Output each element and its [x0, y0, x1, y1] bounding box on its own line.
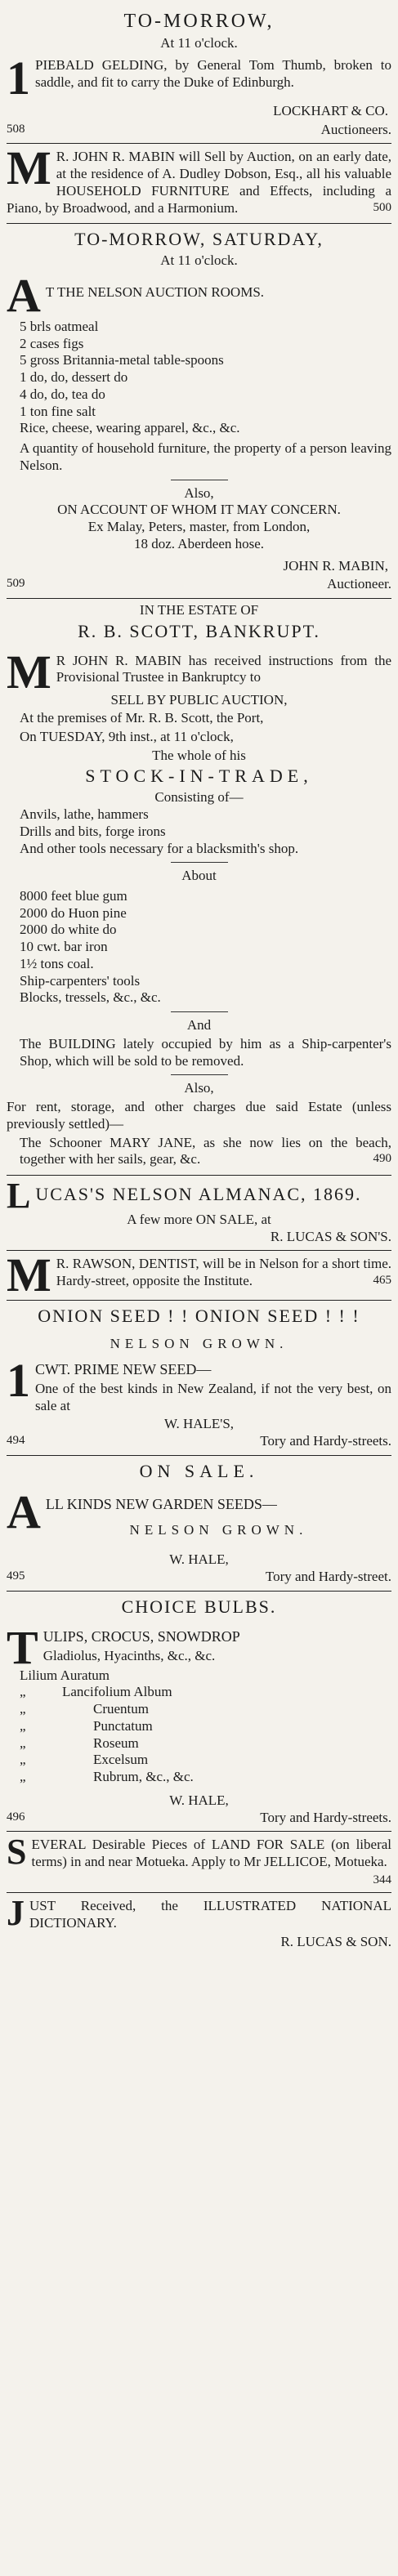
ad-piebald-gelding — [7, 5, 391, 144]
tools-line: And other tools necessary for a blacksmith's shop. — [20, 840, 299, 856]
drop-cap: A — [7, 268, 41, 322]
ditto-mark: „ — [20, 1752, 26, 1768]
list-item: Blocks, tressels, &c., &c. — [20, 989, 161, 1006]
ad-code: 495 — [7, 1569, 25, 1583]
also-label: Also, — [184, 1080, 214, 1096]
ad-land-for-sale — [7, 1832, 391, 1893]
ad-onion-seed — [7, 1301, 391, 1455]
furniture-note: A quantity of household furniture, the property of a person leaving Nelson. — [20, 440, 391, 473]
list-item: 4 do, do, tea do — [20, 386, 105, 402]
newspaper-column — [7, 0, 391, 1955]
hose-line: 18 doz. Aberdeen hose. — [133, 535, 265, 551]
drop-cap: 1 — [7, 1354, 30, 1408]
date-line: On TUESDAY, 9th inst., at 11 o'clock, — [20, 729, 234, 745]
ad-title: TO-MORROW, — [123, 11, 275, 32]
seller-firm: W. HALE'S, — [163, 1416, 235, 1432]
list-item: Lancifolium Album — [62, 1684, 172, 1700]
tools-line: Anvils, lathe, hammers — [20, 806, 149, 823]
ad-lead: LL KINDS NEW GARDEN SEEDS— — [45, 1495, 277, 1512]
ditto-mark: „ — [20, 1769, 26, 1785]
stock-heading: STOCK-IN-TRADE, — [85, 766, 313, 787]
ad-line: A few more ON SALE, at — [127, 1212, 271, 1227]
ad-code: 508 — [7, 122, 25, 136]
list-item: Punctatum — [93, 1717, 153, 1734]
auctioneer-firm: LOCKHART & CO. — [273, 103, 388, 118]
ad-subtitle: NELSON GROWN. — [129, 1521, 308, 1538]
drop-cap: A — [7, 1484, 41, 1538]
list-item: 10 cwt. bar iron — [20, 939, 108, 955]
seller-firm: R. LUCAS & SON'S. — [270, 1228, 391, 1244]
list-item: 1½ tons coal. — [20, 955, 94, 971]
and-label: And — [186, 1017, 212, 1034]
tools-line: Drills and bits, forge irons — [20, 823, 166, 839]
ad-lead: ULIPS, CROCUS, SNOWDROP — [42, 1627, 240, 1645]
ad-text: EVERAL Desirable Pieces of LAND FOR SALE (on liberal terms) in and near Motueka. Apply to Mr JELLICOE, Motueka. — [31, 1837, 391, 1870]
seller-firm: R. LUCAS & SON. — [280, 1933, 391, 1949]
ad-text: PIEBALD GELDING, by General Tom Thumb, broken to saddle, and fit to carry the Duke of Edinburgh. — [35, 57, 391, 90]
sell-line: SELL BY PUBLIC AUCTION, — [110, 691, 288, 708]
ditto-mark: „ — [20, 1734, 26, 1751]
building-line: The BUILDING lately occupied by him as a Ship-carpenter's Shop, which will be sold to be removed. — [20, 1035, 391, 1069]
ad-garden-seeds — [7, 1456, 391, 1592]
schooner-line: The Schooner MARY JANE, as she now lies on the beach, together with her sails, gear, &c. 490 — [20, 1134, 391, 1167]
ad-code: 496 — [7, 1810, 25, 1824]
ad-text: One of the best kinds in New Zealand, if not the very best, on sale at — [35, 1380, 391, 1413]
list-item: Roseum — [93, 1734, 139, 1751]
account-line: ON ACCOUNT OF WHOM IT MAY CONCERN. — [57, 502, 341, 518]
ad-title: CHOICE BULBS. — [121, 1596, 277, 1617]
ditto-mark: „ — [20, 1717, 26, 1734]
ad-title: TO-MORROW, SATURDAY, — [74, 229, 324, 250]
goods-list — [20, 319, 391, 437]
list-item: 8000 feet blue gum — [20, 887, 127, 904]
list-item: 1 do, do, dessert do — [20, 369, 128, 386]
list-item: 2000 do Huon pine — [20, 904, 127, 921]
seller-address: Tory and Hardy-streets. — [260, 1433, 391, 1449]
list-item: Excelsum — [93, 1752, 149, 1768]
ad-nelson-auction-rooms — [7, 224, 391, 599]
ad-text: R. RAWSON, DENTIST, will be in Nelson for a short time. Hardy-street, opposite the Institute. 465 — [56, 1256, 391, 1289]
list-item: 5 gross Britannia-metal table-spoons — [20, 352, 224, 368]
ad-mabin-furniture — [7, 141, 391, 224]
seller-firm: W. HALE, — [169, 1551, 229, 1568]
ad-code: 490 — [373, 1152, 391, 1166]
auctioneer-name: JOHN R. MABIN, — [283, 557, 388, 574]
divider — [171, 1074, 228, 1075]
ad-code: 509 — [7, 577, 25, 591]
list-item: Rice, cheese, wearing apparel, &c., &c. — [20, 420, 240, 436]
ad-national-dictionary — [7, 1893, 391, 1955]
consisting-line: Consisting of— — [154, 789, 244, 806]
divider — [171, 862, 228, 863]
ad-text: UST Received, the ILLUSTRATED NATIONAL DICTIONARY. — [29, 1898, 391, 1931]
ad-scott-bankrupt — [7, 599, 391, 1176]
list-item: 5 brls oatmeal — [20, 318, 99, 334]
ad-text: R. JOHN R. MABIN will Sell by Auction, on an early date, at the residence of A. Dudley Dobson, Esq., all his valuable HOUSEHOLD FURNITURE and Effects, including a Piano, by Broadwood, and a Harmonium. 500 — [7, 149, 391, 216]
seller-firm: W. HALE, — [169, 1792, 229, 1808]
ad-choice-bulbs — [7, 1592, 391, 1832]
malay-line: Ex Malay, Peters, master, from London, — [87, 519, 311, 535]
about-label: About — [181, 868, 217, 884]
list-item: Cruentum — [93, 1701, 149, 1717]
also-label: Also, — [184, 484, 214, 501]
ditto-mark: „ — [20, 1684, 26, 1700]
ad-lead: T THE NELSON AUCTION ROOMS. — [45, 283, 265, 300]
drop-cap: S — [7, 1832, 27, 1873]
ad-subtitle: NELSON GROWN. — [110, 1336, 288, 1352]
seller-address: Tory and Hardy-street. — [265, 1569, 391, 1585]
list-item: 2 cases figs — [20, 335, 84, 351]
ad-title: UCAS'S NELSON ALMANAC, 1869. — [35, 1184, 362, 1204]
drop-cap: T — [7, 1620, 38, 1674]
list-item: 1 ton fine salt — [20, 403, 96, 419]
seller-address: Tory and Hardy-streets. — [260, 1809, 391, 1825]
ad-line: Gladiolus, Hyacinths, &c., &c. — [42, 1647, 216, 1663]
whole-line: The whole of his — [152, 747, 246, 763]
list-item: Rubrum, &c., &c. — [93, 1769, 194, 1785]
rent-line: For rent, storage, and other charges due said Estate (unless previously settled)— — [7, 1099, 391, 1132]
ad-code: 494 — [7, 1434, 25, 1448]
drop-cap: M — [7, 141, 51, 195]
ad-text: R JOHN R. MABIN has received instructions from the Provisional Trustee in Bankruptcy to — [56, 652, 391, 685]
ad-title: ON SALE. — [139, 1460, 259, 1481]
drop-cap: M — [7, 645, 51, 699]
list-item: 2000 do white do — [20, 922, 117, 938]
stock-list — [20, 888, 391, 1007]
drop-cap: L — [7, 1176, 31, 1216]
drop-cap: M — [7, 1248, 51, 1302]
ad-line: Lilium Auratum — [20, 1667, 110, 1683]
list-item: Ship-carpenters' tools — [20, 972, 141, 989]
ad-code: 500 — [373, 200, 391, 214]
bankrupt-name: R. B. SCOTT, BANKRUPT. — [78, 620, 320, 641]
auctioneer-role: Auctioneers. — [320, 121, 391, 137]
ad-lead: CWT. PRIME NEW SEED— — [35, 1361, 212, 1378]
ditto-mark: „ — [20, 1701, 26, 1717]
estate-label: IN THE ESTATE OF — [139, 601, 259, 618]
ad-code: 344 — [373, 1873, 391, 1886]
ad-time: At 11 o'clock. — [160, 35, 238, 51]
ad-code: 465 — [373, 1274, 391, 1288]
ad-time: At 11 o'clock. — [160, 252, 238, 269]
ad-title: ONION SEED ! ! ONION SEED ! ! ! — [38, 1306, 360, 1327]
ad-lucas-almanac — [7, 1176, 391, 1251]
drop-cap: J — [7, 1893, 25, 1934]
ad-rawson-dentist — [7, 1248, 391, 1302]
premises-line: At the premises of Mr. R. B. Scott, the Port, — [20, 710, 264, 726]
divider — [171, 1011, 228, 1012]
auctioneer-role: Auctioneer. — [327, 576, 391, 592]
drop-cap: 1 — [7, 51, 30, 105]
